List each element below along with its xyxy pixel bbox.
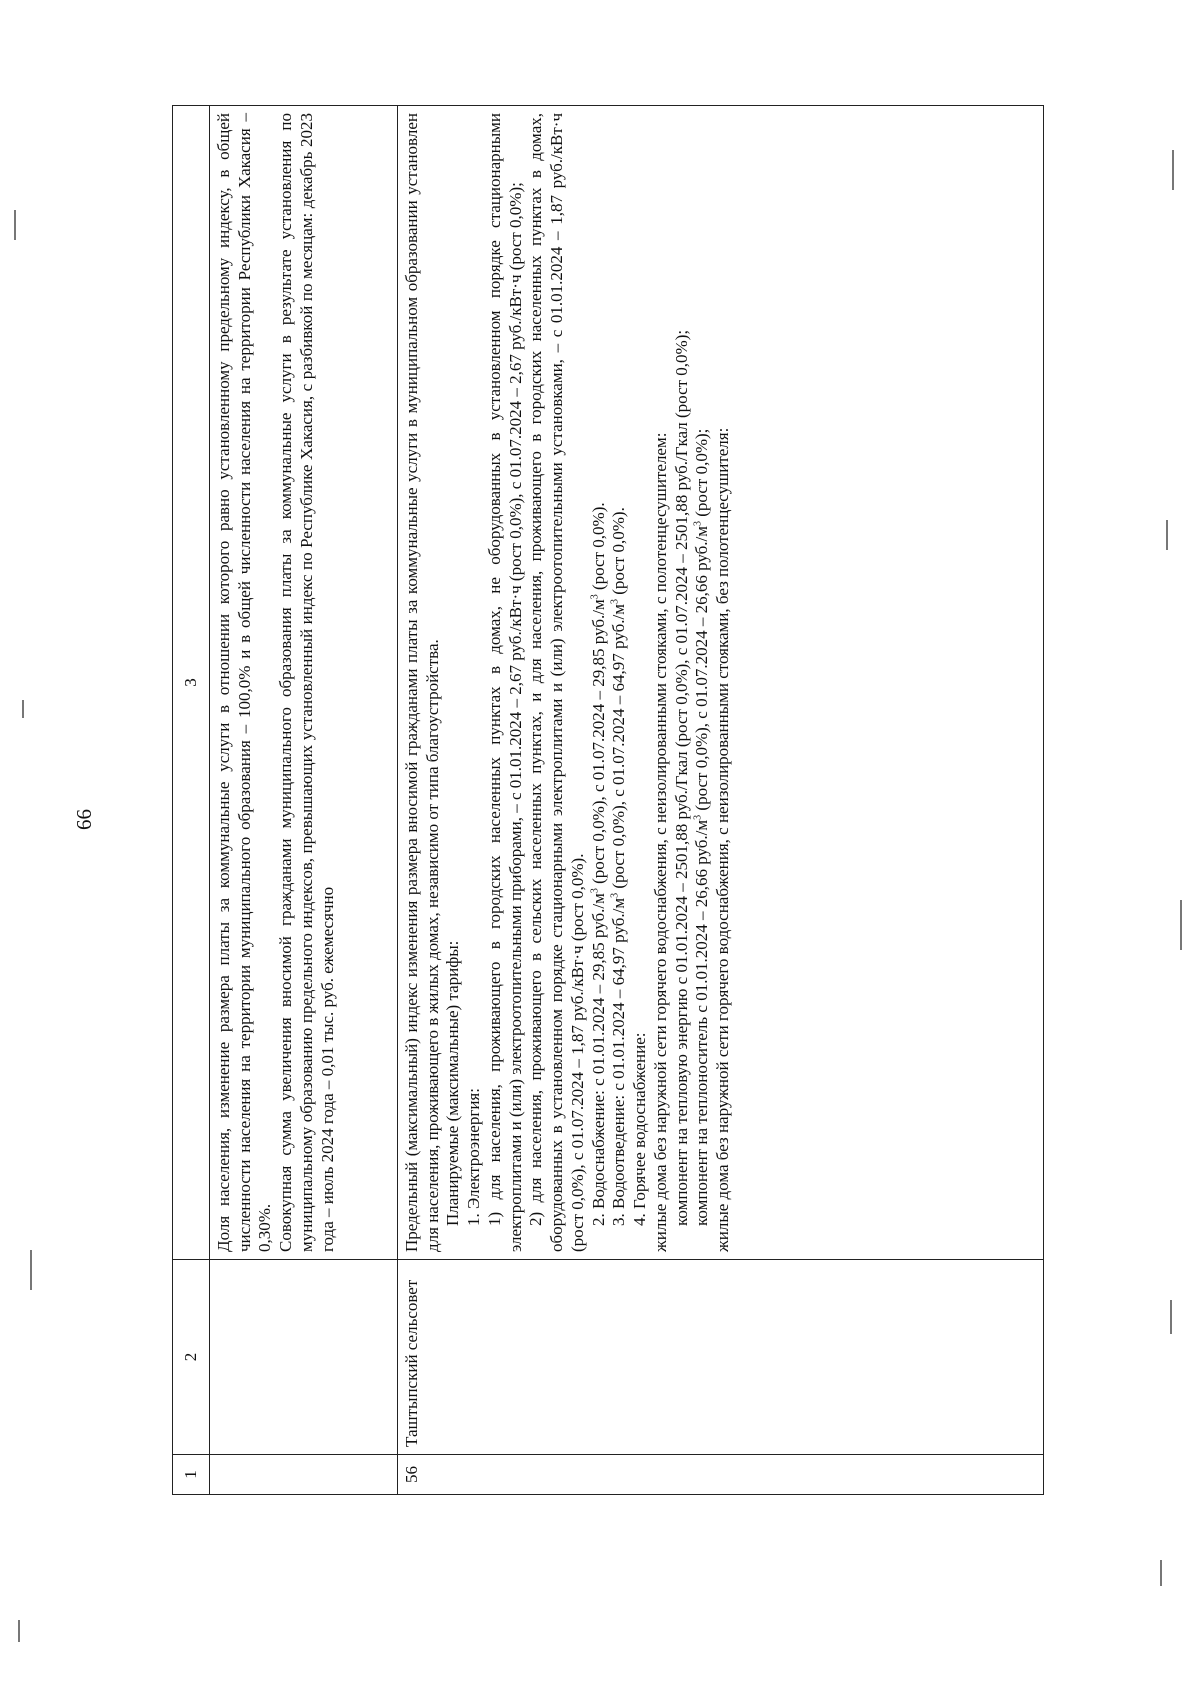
index-intro-text: Предельный (максимальный) индекс изменения размера вносимой гражданами платы за коммунальные услуги в муниципальном образовании установлен для населения, проживающего в жилых домах, независимо от типа благоустройства. (402, 113, 442, 1252)
water-supply-text: 2. Водоснабжение: с 01.01.2024 – 29,85 $руб./м^3$ (рост 0,0%), с 01.07.2024 – 29,85 $руб./м^3$ (рост 0,0%). (588, 502, 608, 1226)
heat-carrier-component-text: компонент на теплоноситель с 01.01.2024 – 26,66 $руб./м^3$ (рост 0,0%), с 01.07.2024 – 26,66 $руб./м^3$ (рост 0,0%); (692, 428, 712, 1226)
municipality-cell (210, 1260, 398, 1455)
hot-water-towel-dryer-text: жилые дома без наружной сети горячего водоснабжения, с неизолированными стояками, с полотенцесушителем: (650, 432, 670, 1252)
population-share-text: Доля населения, изменение размера платы за коммунальные услуги в отношении которого равно установленному предельному индексу, в общей численности населения на территории муниципального образования – 100,0% и в общей численности населения на территории Республики Хакасия – 0,30%. (214, 113, 275, 1252)
municipality-cell: Таштыпский сельсовет (398, 1260, 1044, 1455)
tariff-table (172, 105, 1044, 1495)
hot-water-title: 4. Горячее водоснабжение: (630, 1032, 650, 1226)
table-header-row (173, 106, 210, 1495)
heat-energy-component-text: компонент на тепловую энергию с 01.01.2024 – 2501,88 руб./Гкал (рост 0,0%), с 01.07.2024 – 2501,88 руб./Гкал (рост 0,0%); (671, 329, 691, 1226)
electricity-title: 1. Электроэнергия: (464, 1088, 484, 1226)
page-number: 66 (72, 809, 96, 830)
row-number-cell: 56 (398, 1455, 1044, 1495)
table-row (398, 106, 1044, 1495)
table-row (210, 106, 398, 1495)
electricity-urban-text: 1) для населения, проживающего в городских населенных пунктах в домах, не оборудованных в установленном порядке стационарными электроплитами и (или) электроотопительными приборами, – с 01.01.2024 – 2,67 руб./кВт·ч (рост 0,0%), с 01.07.2024 – 2,67 руб./кВт·ч (рост 0,0%); (484, 113, 525, 1252)
sewerage-text: 3. Водоотведение: с 01.01.2024 – 64,97 $руб./м^3$ (рост 0,0%), с 01.07.2024 – 64,97 $руб./м^3$ (рост 0,0%). (609, 507, 629, 1226)
tariffs-title: Планируемые (максимальные) тарифы: (443, 940, 463, 1226)
total-increase-text: Совокупная сумма увеличения вносимой гражданами муниципального образования платы за коммунальные услуги в результате установления по муниципальному образованию предельного индексов, превышающих установленный индекс по Республике Хакасия, с разбивкой по месяцам: декабрь 2023 года – июль 2024 года – 0,01 тыс. руб. ежемесячно (276, 113, 337, 1252)
column-header-2: 2 (173, 1260, 210, 1455)
row-number-cell (210, 1455, 398, 1495)
rotated-table-frame (172, 105, 1044, 1495)
electricity-rural-text: 2) для населения, проживающего в сельских населенных пунктах, и для населения, проживающего в городских населенных пунктах в домах, оборудованных в установленном порядке стационарными электроплитами и (или) электроотопительными установками, – с 01.01.2024 – 1,87 руб./кВт·ч (рост 0,0%), с 01.07.2024 – 1,87 руб./кВт·ч (рост 0,0%). (526, 113, 587, 1252)
column-header-1: 1 (173, 1455, 210, 1495)
description-cell (398, 106, 1044, 1260)
column-header-3: 3 (173, 106, 210, 1260)
description-cell (210, 106, 398, 1260)
hot-water-no-towel-dryer-text: жилые дома без наружной сети горячего водоснабжения, с неизолированными стояками, без полотенцесушителя: (713, 427, 733, 1252)
